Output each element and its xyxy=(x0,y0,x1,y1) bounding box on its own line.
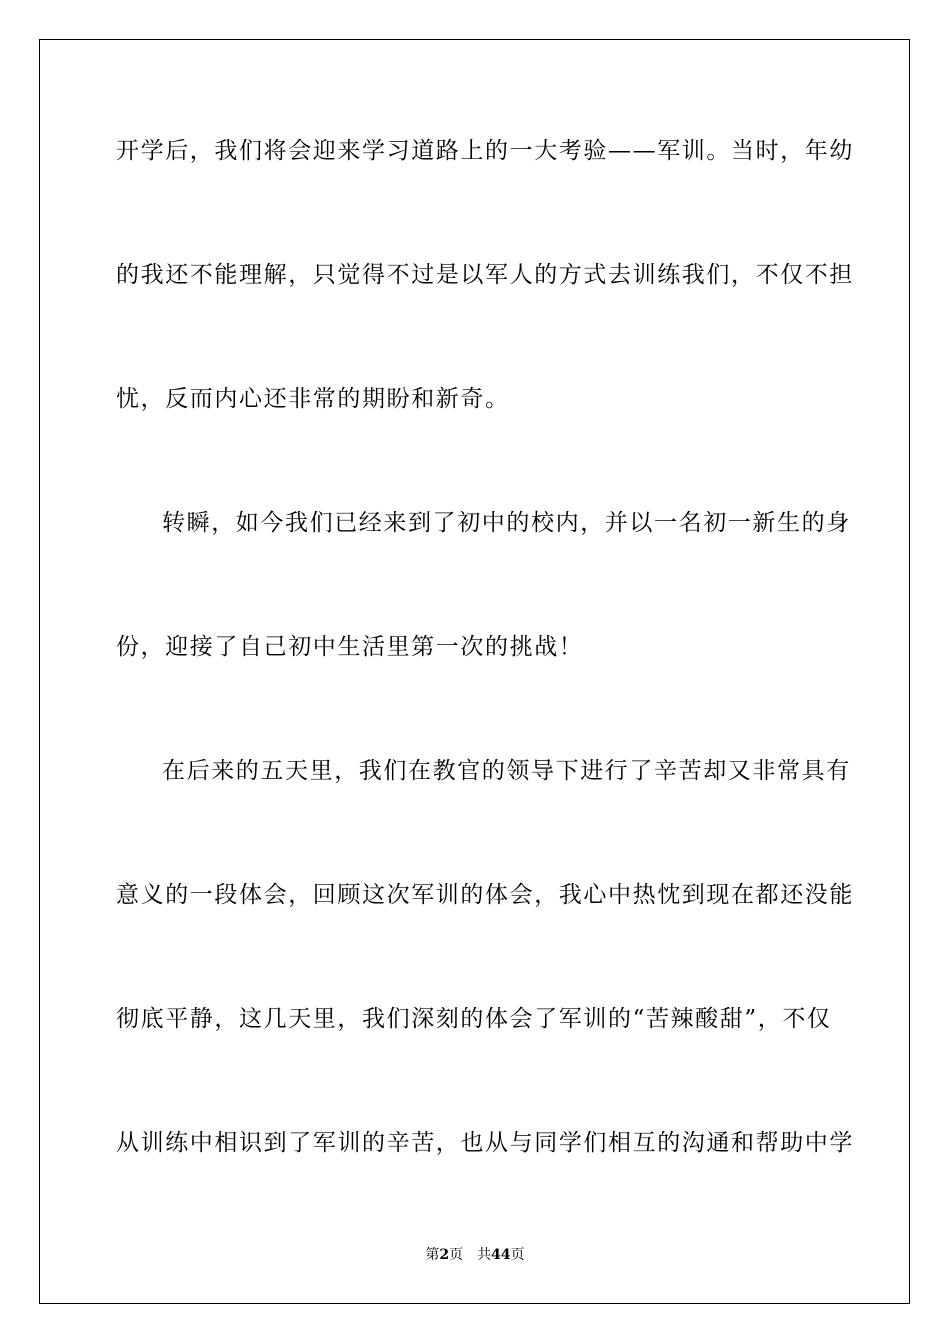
text-line: 忧，反而内心还非常的期盼和新奇。 xyxy=(116,386,510,412)
paragraph-first-line: 转瞬，如今我们已经来到了初中的校内，并以一名初一新生的身 xyxy=(162,510,851,536)
text-line: 彻底平静，这几天里，我们深刻的体会了军训的“苦辣酸甜”，不仅 xyxy=(116,1006,832,1032)
text-line: 意义的一段体会，回顾这次军训的体会，我心中热忱到现在都还没能 xyxy=(116,882,854,908)
page-footer xyxy=(0,1245,950,1265)
page-border xyxy=(39,39,910,1304)
text-line: 份，迎接了自己初中生活里第一次的挑战！ xyxy=(116,634,584,660)
text-line: 的我还不能理解，只觉得不过是以军人的方式去训练我们，不仅不担 xyxy=(116,262,854,288)
text-line: 开学后，我们将会迎来学习道路上的一大考验——军训。当时，年幼 xyxy=(116,138,854,164)
page-number-label: 第2页 xyxy=(425,1247,464,1263)
text-line: 从训练中相识到了军训的辛苦，也从与同学们相互的沟通和帮助中学 xyxy=(116,1130,854,1156)
paragraph-first-line: 在后来的五天里，我们在教官的领导下进行了辛苦却又非常具有 xyxy=(162,758,851,784)
total-pages-label: 共44页 xyxy=(477,1247,525,1263)
